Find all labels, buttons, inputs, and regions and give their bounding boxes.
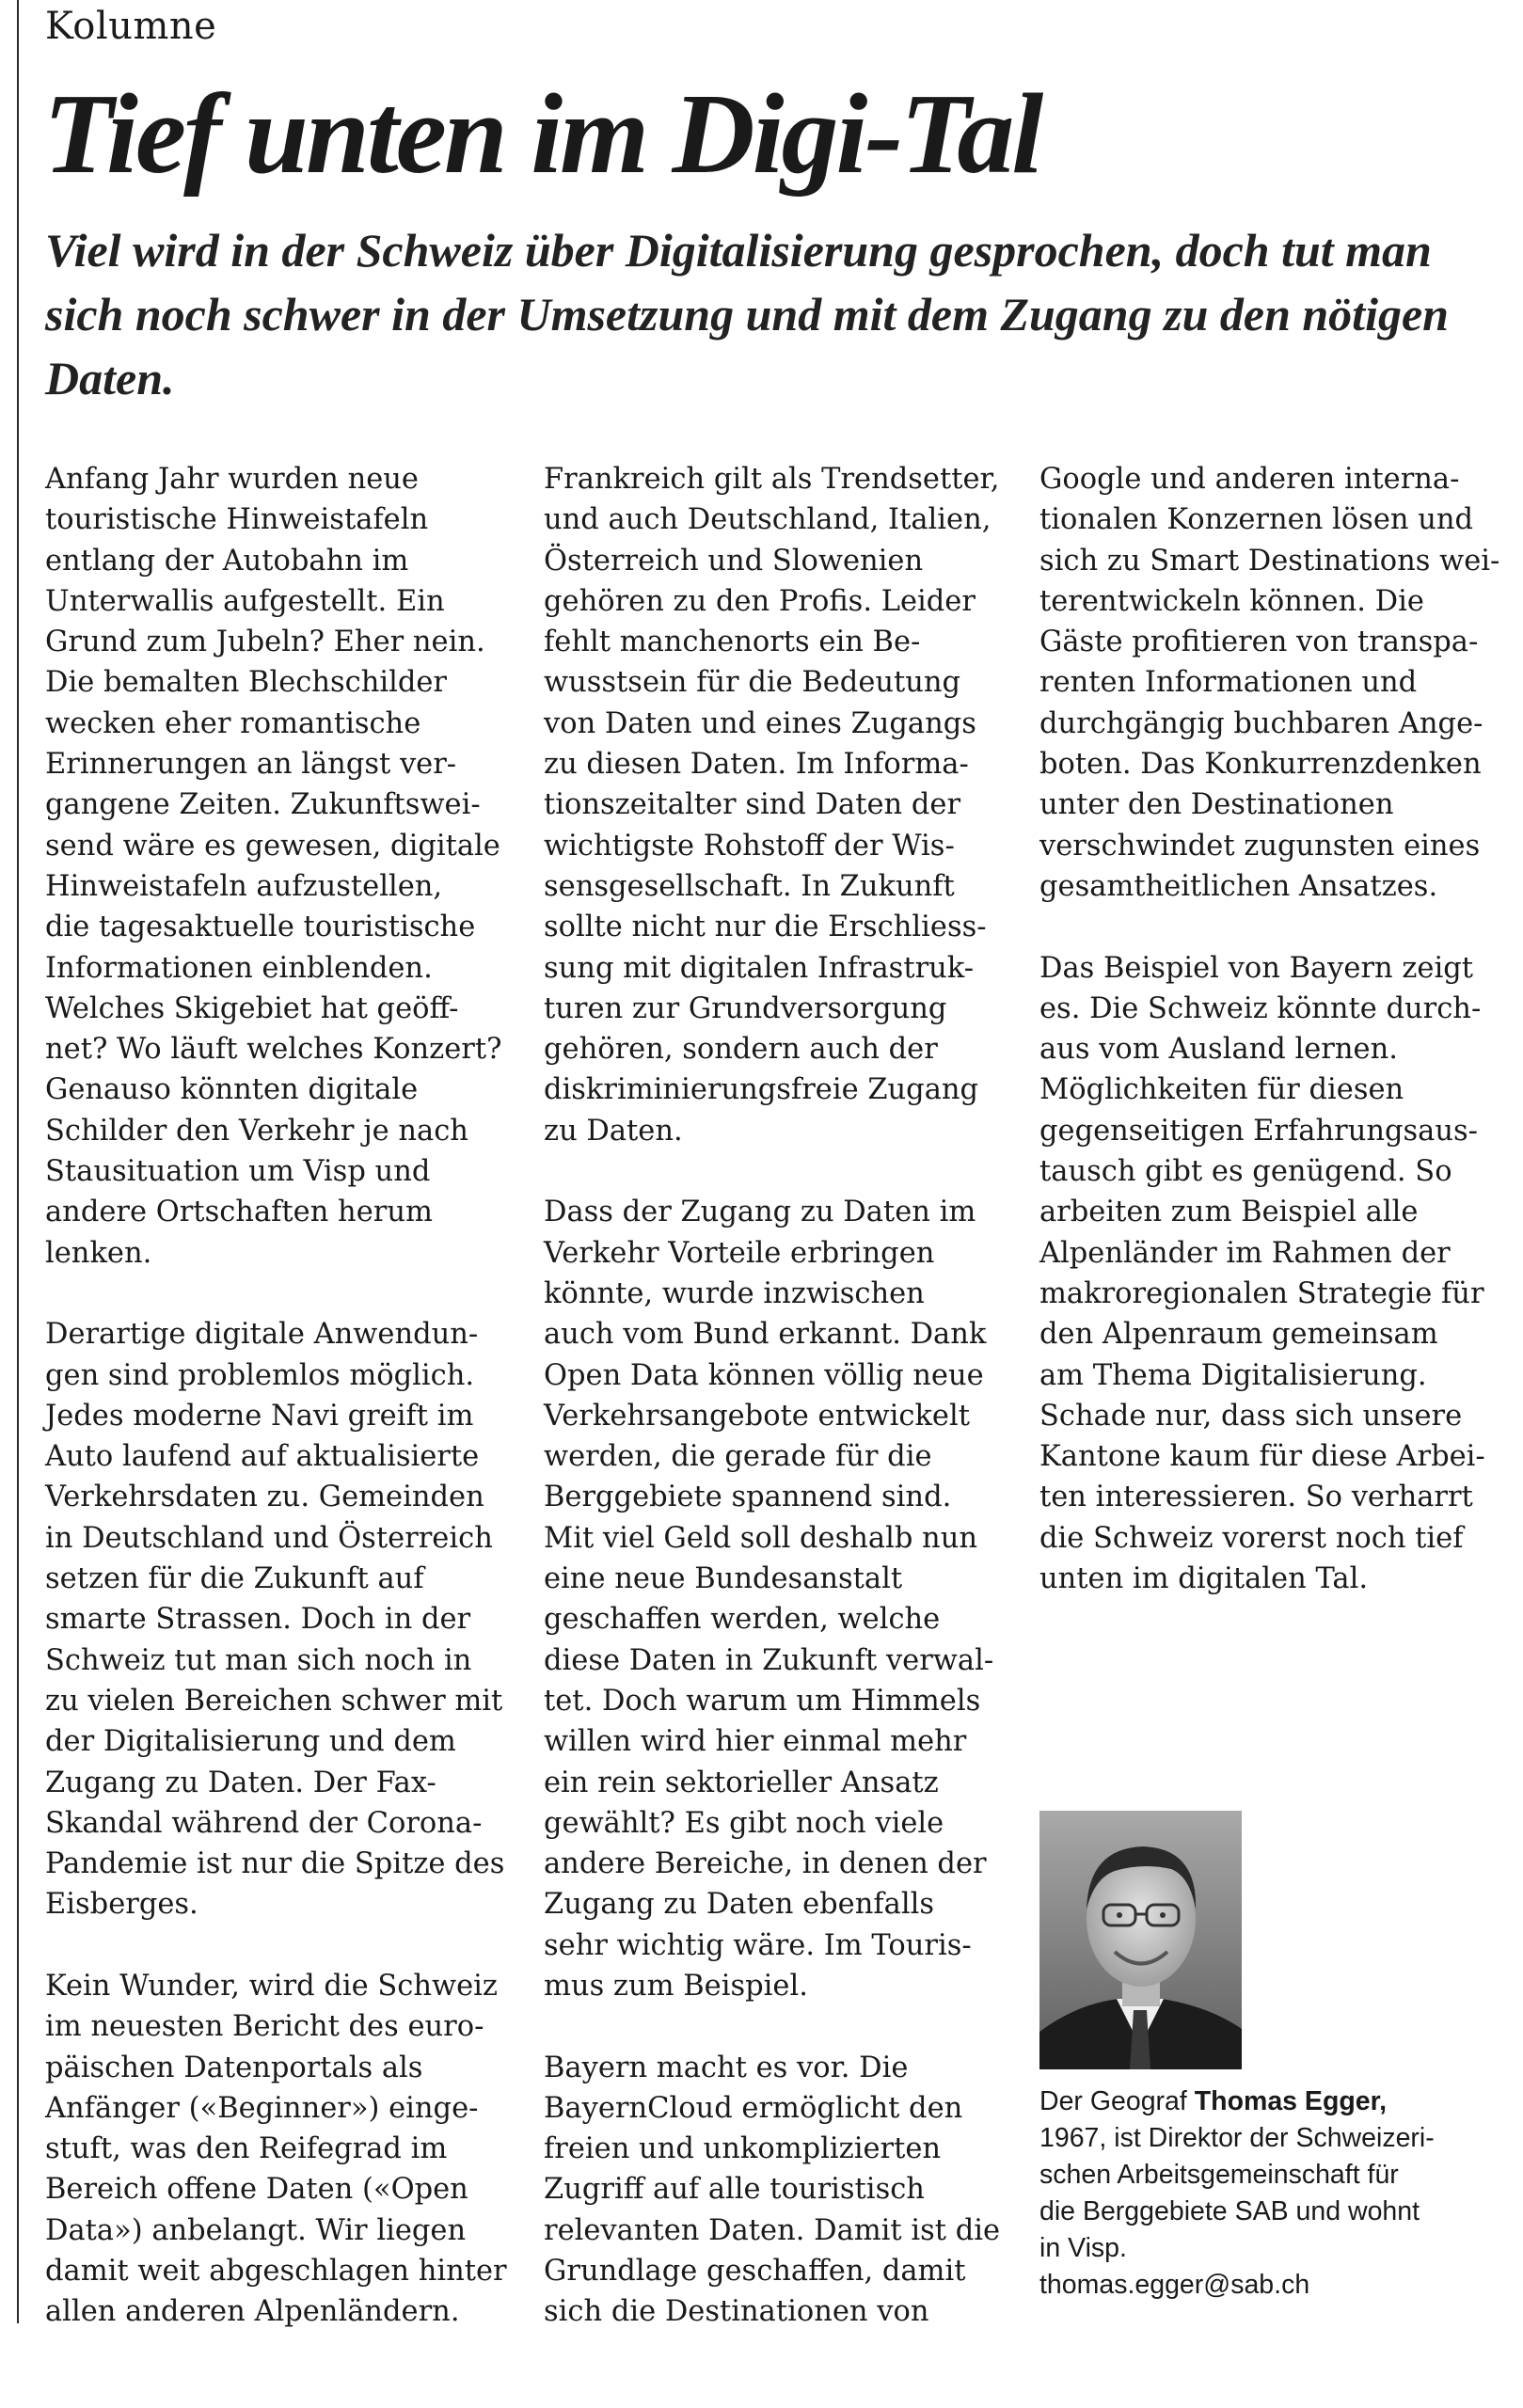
paragraph-gap <box>1039 907 1500 947</box>
left-column-rule <box>17 0 19 2323</box>
body-text-line: den Alpenraum gemeinsam <box>1039 1318 1438 1352</box>
body-text-line: auch vom Bund erkannt. Dank <box>544 1318 987 1352</box>
body-text-line: Mit viel Geld soll deshalb nun <box>544 1521 977 1555</box>
body-text-line: willen wird hier einmal mehr <box>544 1725 967 1759</box>
body-text-line: Informationen einblenden. <box>45 951 433 985</box>
body-text-line: sung mit digitalen Infrastruk- <box>544 951 975 985</box>
body-text-line: Genauso könnten digitale <box>45 1073 419 1107</box>
body-text-line: Erinnerungen an längst ver- <box>45 748 457 782</box>
body-text-line: andere Ortschaften herum <box>45 1196 433 1229</box>
body-text-line: Gäste profitieren von transpa- <box>1039 626 1479 659</box>
body-text-line: touristische Hinweistafeln <box>45 503 429 537</box>
body-text-line: Verkehrsangebote entwickelt <box>544 1399 970 1433</box>
body-text-line: Grund zum Jubeln? Eher nein. <box>45 626 485 659</box>
kicker: Kolumne <box>45 5 217 48</box>
body-text-line: die Schweiz vorerst noch tief <box>1039 1521 1464 1555</box>
body-text-line: Bereich offene Daten («Open <box>45 2173 468 2207</box>
paragraph-gap <box>45 1274 506 1314</box>
body-text-line: boten. Das Konkurrenzdenken <box>1039 748 1482 782</box>
author-bio-line-2: 1967, ist Direktor der Schweizeri- <box>1039 2123 1435 2153</box>
body-text-line: tet. Doch warum um Himmels <box>544 1684 981 1718</box>
body-text-line: Unterwallis aufgestellt. Ein <box>45 584 445 618</box>
body-text-line: verschwindet zugunsten eines <box>1039 829 1481 863</box>
text-column-1 <box>45 459 506 2333</box>
body-text-line: könnte, wurde inzwischen <box>544 1276 925 1310</box>
body-text-line: am Thema Digitalisierung. <box>1039 1358 1427 1392</box>
body-text-line: unter den Destinationen <box>1039 788 1394 822</box>
body-text-line: stuft, was den Reifegrad im <box>45 2132 448 2166</box>
body-text-line: Alpenländer im Rahmen der <box>1039 1236 1451 1270</box>
author-bio-line-5: in Visp. <box>1039 2233 1127 2263</box>
paragraph-gap <box>544 1151 1005 1192</box>
body-text-line: net? Wo läuft welches Konzert? <box>45 1033 502 1067</box>
author-bio-line-3: schen Arbeitsgemeinschaft für <box>1039 2160 1399 2190</box>
body-text-line: Data») anbelangt. Wir liegen <box>45 2213 467 2247</box>
body-text-line: im neuesten Bericht des euro- <box>45 2010 484 2044</box>
body-text-line: gehören zu den Profis. Leider <box>544 584 976 618</box>
body-text-line: makroregionalen Strategie für <box>1039 1276 1484 1310</box>
body-text-line: sich die Destinationen von <box>544 2295 929 2329</box>
body-text-line: send wäre es gewesen, digitale <box>45 829 500 863</box>
body-text-line: der Digitalisierung und dem <box>45 1725 456 1759</box>
body-text-line: smarte Strassen. Doch in der <box>45 1603 471 1637</box>
page-title: Tief unten im Digi-Tal <box>43 71 1041 198</box>
body-text-line: Schweiz tut man sich noch in <box>45 1643 472 1677</box>
body-text-line: geschaffen werden, welche <box>544 1603 941 1637</box>
body-text-line: Welches Skigebiet hat geöff- <box>45 991 459 1025</box>
body-text-line: Zugang zu Daten ebenfalls <box>544 1888 934 1922</box>
body-text-line: Möglichkeiten für diesen <box>1039 1073 1404 1107</box>
body-text-line: freien und unkomplizierten <box>544 2132 942 2166</box>
body-text-line: die tagesaktuelle touristische <box>45 911 476 944</box>
body-text-line: Berggebiete spannend sind. <box>544 1481 952 1514</box>
body-text-line: Verkehrsdaten zu. Gemeinden <box>45 1481 484 1514</box>
body-text-line: relevanten Daten. Damit ist die <box>544 2213 1001 2247</box>
author-bio-line-4: die Berggebiete SAB und wohnt <box>1039 2196 1420 2226</box>
body-text-line: und auch Deutschland, Italien, <box>544 503 992 537</box>
body-text-line: wusstsein für die Bedeutung <box>544 666 961 700</box>
body-text-line: gehören, sondern auch der <box>544 1033 938 1067</box>
body-text-line: Pandemie ist nur die Spitze des <box>45 1847 505 1881</box>
body-text-line: BayernCloud ermöglicht den <box>544 2091 963 2125</box>
body-text-line: Zugriff auf alle touristisch <box>544 2173 925 2207</box>
body-text-line: gesamtheitlichen Ansatzes. <box>1039 869 1438 903</box>
body-text-line: es. Die Schweiz könnte durch- <box>1039 991 1482 1025</box>
author-portrait-icon <box>1039 1811 1242 2069</box>
body-text-line: gewählt? Es gibt noch viele <box>544 1806 944 1840</box>
body-text-line: Das Beispiel von Bayern zeigt <box>1039 951 1474 985</box>
body-text-line: tionalen Konzernen lösen und <box>1039 503 1474 537</box>
body-text-line: Kein Wunder, wird die Schweiz <box>45 1969 498 2003</box>
body-text-line: Die bemalten Blechschilder <box>45 666 448 700</box>
body-text-line: wichtigste Rohstoff der Wis- <box>544 829 955 863</box>
body-text-line: werden, die gerade für die <box>544 1440 932 1474</box>
body-text-line: arbeiten zum Beispiel alle <box>1039 1196 1419 1229</box>
body-text-line: päischen Datenportals als <box>45 2051 423 2084</box>
body-text-line: tausch gibt es genügend. So <box>1039 1155 1452 1189</box>
body-text-line: Österreich und Slowenien <box>544 544 924 578</box>
body-text-line: setzen für die Zukunft auf <box>45 1562 424 1596</box>
body-text-line: gangene Zeiten. Zukunftswei- <box>45 788 481 822</box>
body-text-line: Verkehr Vorteile erbringen <box>544 1236 935 1270</box>
author-bio <box>1039 2083 1510 2304</box>
body-text-line: zu diesen Daten. Im Informa- <box>544 748 969 782</box>
body-text-line: zu vielen Bereichen schwer mit <box>45 1684 503 1718</box>
body-text-line: mus zum Beispiel. <box>544 1969 808 2003</box>
body-text-line: Schade nur, dass sich unsere <box>1039 1399 1463 1433</box>
body-text-line: damit weit abgeschlagen hinter <box>45 2255 507 2289</box>
body-text-line: Auto laufend auf aktualisierte <box>45 1440 480 1474</box>
body-text-line: allen anderen Alpenländern. <box>45 2295 460 2329</box>
body-text-line: sehr wichtig wäre. Im Touris- <box>544 1928 972 1962</box>
text-column-3 <box>1039 459 1500 1599</box>
body-text-line: zu Daten. <box>544 1114 683 1148</box>
body-text-line: diskriminierungsfreie Zugang <box>544 1073 979 1107</box>
text-column-2 <box>544 459 1005 2333</box>
author-email[interactable]: thomas.egger@sab.ch <box>1039 2270 1310 2300</box>
lead-paragraph: Viel wird in der Schweiz über Digitalisierung gesprochen, doch tut man sich noch schwer in der Umsetzung und mit dem Zugang zu den nötigen Daten. <box>45 224 1449 404</box>
body-text-line: renten Informationen und <box>1039 666 1418 700</box>
body-text-line: gegenseitigen Erfahrungsaus- <box>1039 1114 1478 1148</box>
body-text-line: ten interessieren. So verharrt <box>1039 1481 1473 1514</box>
body-text-line: von Daten und eines Zugangs <box>544 706 976 740</box>
body-text-line: Dass der Zugang zu Daten im <box>544 1196 976 1229</box>
body-text-line: Eisberges. <box>45 1888 198 1922</box>
body-text-line: Schilder den Verkehr je nach <box>45 1114 468 1148</box>
body-text-line: sensgesellschaft. In Zukunft <box>544 869 955 903</box>
paragraph-gap <box>544 2006 1005 2047</box>
body-text-line: Anfang Jahr wurden neue <box>45 463 419 496</box>
body-text-line: terentwickeln können. Die <box>1039 584 1424 618</box>
body-text-line: entlang der Autobahn im <box>45 544 409 578</box>
body-text-line: Open Data können völlig neue <box>544 1358 984 1392</box>
body-text-line: Grundlage geschaffen, damit <box>544 2255 966 2289</box>
author-bio-line-1 <box>1039 2083 1510 2120</box>
body-text-line: Derartige digitale Anwendun- <box>45 1318 479 1352</box>
body-text-line: Jedes moderne Navi greift im <box>45 1399 474 1433</box>
body-text-line: Zugang zu Daten. Der Fax- <box>45 1766 436 1799</box>
body-text-line: in Deutschland und Österreich <box>45 1521 493 1555</box>
body-text-line: ein rein sektorieller Ansatz <box>544 1766 939 1799</box>
body-text-line: Hinweistafeln aufzustellen, <box>45 869 443 903</box>
body-text-line: sollte nicht nur die Erschliess- <box>544 911 987 944</box>
author-bio-prefix: Der Geograf <box>1039 2086 1195 2116</box>
body-text-line: durchgängig buchbaren Ange- <box>1039 706 1483 740</box>
body-text-line: diese Daten in Zukunft verwal- <box>544 1643 994 1677</box>
body-text-line: Skandal während der Corona- <box>45 1806 483 1840</box>
body-text-line: fehlt manchenorts ein Be- <box>544 626 921 659</box>
body-text-line: Frankreich gilt als Trendsetter, <box>544 463 1000 496</box>
body-text-line: Stausituation um Visp und <box>45 1155 431 1189</box>
body-text-line: Kantone kaum für diese Arbei- <box>1039 1440 1485 1474</box>
body-text-line: andere Bereiche, in denen der <box>544 1847 987 1881</box>
body-text-line: Anfänger («Beginner») einge- <box>45 2091 479 2125</box>
body-text-line: Google und anderen interna- <box>1039 463 1460 496</box>
body-text-line: aus vom Ausland lernen. <box>1039 1033 1398 1067</box>
body-text-line: wecken eher romantische <box>45 706 421 740</box>
body-text-line: Bayern macht es vor. Die <box>544 2051 909 2084</box>
body-text-line: turen zur Grundversorgung <box>544 991 947 1025</box>
body-text-line: sich zu Smart Destinations wei- <box>1039 544 1500 578</box>
body-text-line: unten im digitalen Tal. <box>1039 1562 1369 1596</box>
body-text-line: gen sind problemlos möglich. <box>45 1358 475 1392</box>
body-text-line: eine neue Bundesanstalt <box>544 1562 903 1596</box>
author-name: Thomas Egger, <box>1194 2086 1388 2116</box>
body-text-line: lenken. <box>45 1236 152 1270</box>
body-text-line: tionszeitalter sind Daten der <box>544 788 961 822</box>
paragraph-gap <box>45 1925 506 1966</box>
